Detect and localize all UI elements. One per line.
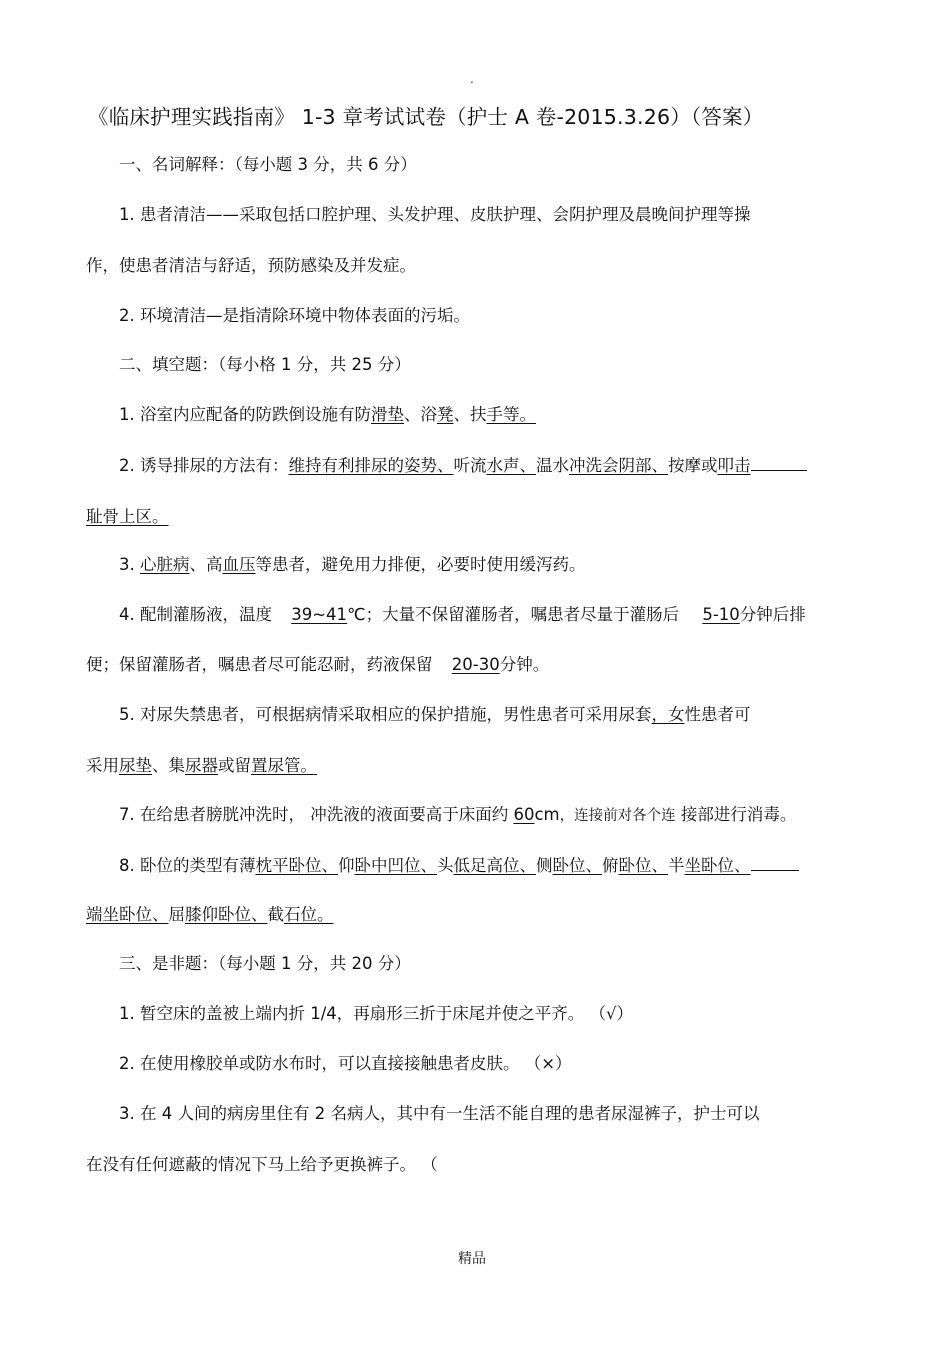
- s2-q8-sep1: 仰: [338, 856, 355, 875]
- s2-q5-line1: [119, 704, 751, 726]
- s1-q2: 2. 环境清洁—是指清除环境中物体表面的污垢。: [119, 306, 470, 325]
- s2-q8-answer2: 卧中凹位、: [354, 856, 437, 875]
- s2-q8-sep5: 半: [668, 856, 685, 875]
- s2-q5-sep1: 、集: [152, 756, 185, 775]
- s2-q2-answer3: 冲洗会阴部、: [569, 456, 668, 475]
- s2-q2-answer1: 维持有利排尿的姿势、: [288, 456, 454, 475]
- s2-q1-sep1: 、浴: [404, 405, 437, 424]
- s3-q2: 2. 在使用橡胶单或防水布时，可以直接接触患者皮肤。 （×）: [119, 1054, 572, 1073]
- s2-q8-sep6: 屈: [168, 905, 185, 924]
- s2-q1-sep2: 、扶: [453, 405, 487, 424]
- s2-q8-answer3: 低足高位、: [453, 856, 536, 875]
- s2-q4-answer1: 39~41: [291, 605, 348, 624]
- s2-q3-answer1: 心脏病: [140, 555, 190, 574]
- s2-q1-answer2: 凳: [437, 405, 454, 424]
- s2-q8-sep7: 截: [267, 905, 284, 924]
- s2-q4-line2: [86, 654, 549, 676]
- s3-q3-line1: 3. 在 4 人间的病房里住有 2 名病人，其中有一生活不能自理的患者尿湿裤子，护士可以: [119, 1104, 760, 1123]
- s2-q2-answer4: 叩击: [717, 456, 751, 475]
- section3-heading: 三、是非题：（每小题 1 分，共 20 分）: [119, 954, 411, 973]
- s2-q4-text1: 4. 配制灌肠液，温度: [119, 605, 278, 624]
- s2-q8-answer4: 卧位、: [552, 856, 602, 875]
- s2-q8-answer7: 端坐卧位、: [86, 905, 169, 924]
- s2-q5-sep2: 或留: [218, 756, 251, 775]
- s2-q5-text2: 性患者可: [684, 705, 751, 724]
- s1-q1-line1: 1. 患者清洁——采取包括口腔护理、头发护理、皮肤护理、会阴护理及晨晚间护理等操: [119, 205, 751, 224]
- s3-q1: 1. 暂空床的盖被上端内折 1/4，再扇形三折于床尾并使之平齐。 （√）: [119, 1004, 634, 1023]
- s2-q2-sep3: 按摩: [668, 456, 701, 475]
- s2-q8-line1: [119, 854, 799, 877]
- s2-q8-line2: [86, 904, 334, 926]
- s2-q8-sep3: 侧: [536, 856, 553, 875]
- s2-q5-answer4: 置尿管。: [251, 756, 317, 775]
- s2-q1: [119, 404, 536, 426]
- s2-q2-sep1: 听流: [453, 456, 487, 475]
- s2-q7-unit: cm: [534, 805, 560, 824]
- s2-q4-line1: [119, 604, 806, 626]
- s2-q3-sep1: 、高: [189, 555, 223, 574]
- s2-q2-answer2: 水声、: [486, 456, 536, 475]
- s2-q2-text: 2. 诱导排尿的方法有：: [119, 456, 289, 475]
- s2-q5-answer3: 尿器: [185, 756, 218, 775]
- s2-q8-answer8: 膝仰卧位、: [185, 905, 268, 924]
- s2-q3-num: 3.: [119, 555, 140, 574]
- answer-blank-line: [751, 854, 799, 871]
- section2-heading: 二、填空题：（每小格 1 分，共 25 分）: [119, 355, 411, 374]
- s2-q7: [119, 804, 796, 827]
- answer-blank-line: [751, 454, 807, 471]
- s2-q4-answer2: 5-10: [702, 605, 740, 624]
- s2-q5-answer2: 尿垫: [119, 756, 152, 775]
- s2-q2-sep4: 或: [701, 456, 718, 475]
- s2-q7-answer1: 60: [513, 805, 535, 824]
- s2-q2-line2: [86, 506, 169, 528]
- s2-q1-text: 1. 浴室内应配备的防跌倒设施有防: [119, 405, 371, 424]
- s2-q8-answer6: 坐卧位、: [684, 856, 751, 875]
- s2-q4-text5: 分钟。: [499, 655, 550, 674]
- s2-q4-text2: ℃；大量不保留灌肠者，嘱患者尽量于灌肠后: [347, 605, 685, 624]
- s2-q5-text3: 采用: [86, 756, 119, 775]
- s1-q1-line2: 作，使患者清洁与舒适，预防感染及并发症。: [86, 256, 416, 275]
- s2-q7-text3: 接部进行消毒。: [675, 805, 797, 824]
- s2-q5-text1: 5. 对尿失禁患者，可根据病情采取相应的保护措施，男性患者可采用尿套: [119, 705, 652, 724]
- s2-q5-line2: [86, 755, 317, 777]
- page-footer: 精品: [458, 1251, 486, 1267]
- s2-q3-answer2: 血压: [222, 555, 256, 574]
- s2-q8-text1: 8. 卧位的类型有薄: [119, 856, 256, 875]
- s2-q3: [119, 554, 586, 576]
- s2-q4-text3: 分钟后排: [739, 605, 806, 624]
- s2-q3-text: 等患者，避免用力排便，必要时使用缓泻药。: [255, 555, 586, 574]
- s2-q4-text4: 便；保留灌肠者，嘱患者尽可能忍耐，药液保留: [86, 655, 438, 674]
- s2-q1-answer3: 手等。: [486, 405, 536, 424]
- s2-q8-answer5: 卧位、: [618, 856, 668, 875]
- s2-q8-answer1: 枕平卧位、: [255, 856, 338, 875]
- s2-q1-answer1: 滑垫: [371, 405, 404, 424]
- s2-q2-answer5: 耻骨上区。: [86, 507, 169, 526]
- s2-q2-sep2: 温水: [536, 456, 569, 475]
- section1-heading: 一、名词解释：（每小题 3 分，共 6 分）: [119, 155, 417, 174]
- s2-q7-text2: ，连接前对各个连: [559, 808, 676, 824]
- s2-q8-sep4: 俯: [602, 856, 619, 875]
- s2-q8-answer9: 石位。: [284, 905, 334, 924]
- page-title: 《临床护理实践指南》 1-3 章考试试卷（护士 A 卷-2015.3.26）（答案）: [88, 105, 764, 129]
- s2-q7-text1: 7. 在给患者膀胱冲洗时， 冲洗液的液面要高于床面约: [119, 805, 514, 824]
- s2-q4-answer3: 20-30: [451, 655, 500, 674]
- s2-q5-answer1: ，女: [651, 705, 685, 724]
- s3-q3-line2: 在没有任何遮蔽的情况下马上给予更换裤子。 （: [86, 1155, 438, 1174]
- header-mark: .: [470, 72, 474, 86]
- s2-q2-line1: [119, 454, 807, 477]
- s2-q8-sep2: 头: [437, 856, 454, 875]
